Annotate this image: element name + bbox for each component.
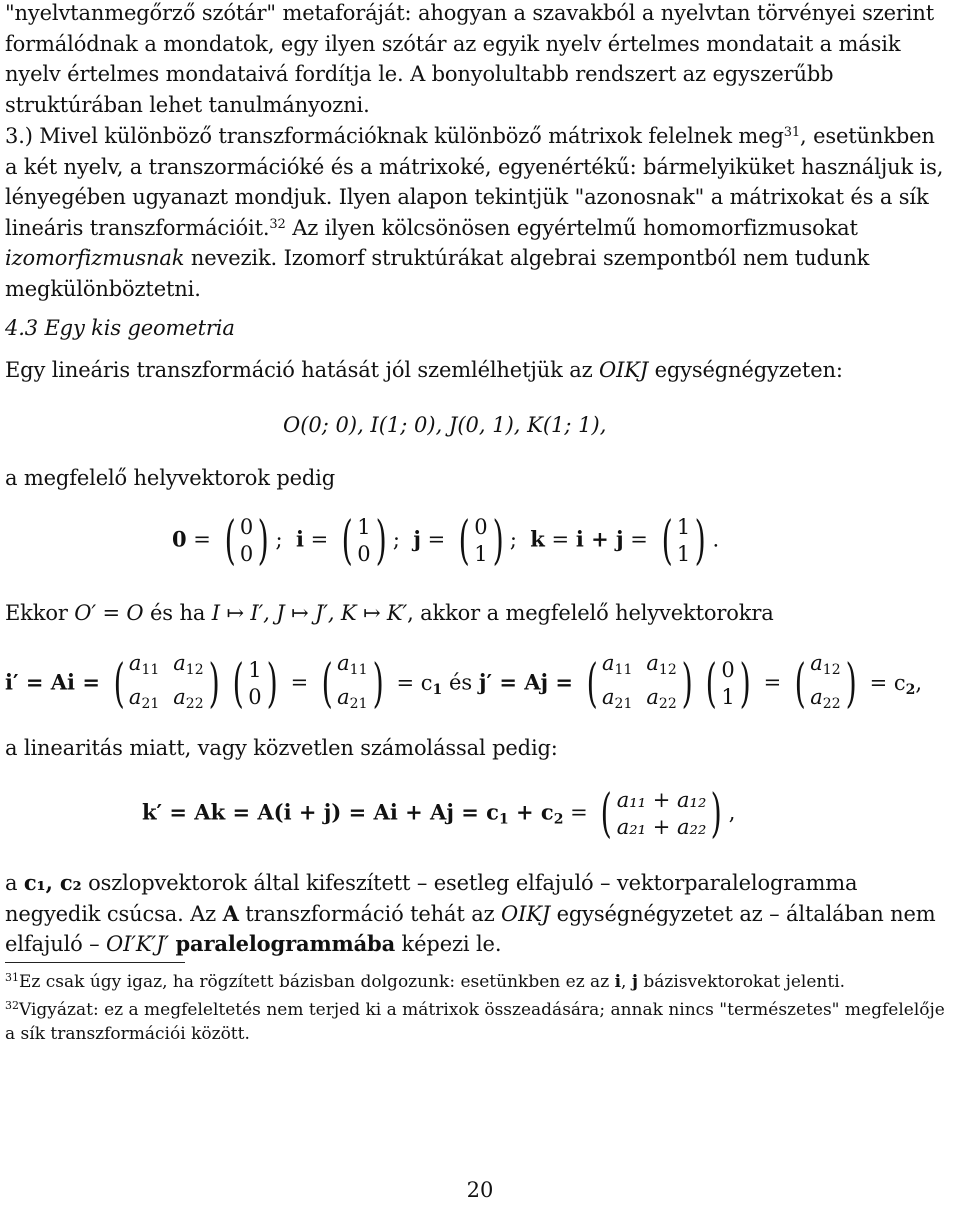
intro-part-b: egységnégyzeten: — [648, 358, 843, 382]
paragraph-top — [5, 0, 953, 120]
k-eq-equals: = — [563, 800, 588, 825]
intro-paragraph — [5, 355, 953, 386]
image-parallelogram: OI′K′J′ — [106, 932, 169, 956]
footnote-32-num: 32 — [5, 999, 19, 1012]
vector-i-bottom: 0 — [357, 542, 371, 566]
matrix-eq-lhs1: i′ = Ai = — [5, 669, 100, 695]
intro-part-a: Egy lineáris transzformáció hatását jól szemlélhetjük az — [5, 358, 600, 382]
column-a11-a21: ( $a_{11}$ $a_{21}$ ) — [321, 651, 384, 714]
footnote-ref-31: 31 — [783, 125, 801, 140]
points-line — [283, 410, 606, 440]
matrix-A-1: ( $a_{11}$ $a_{12}$ $a_{21}$ $a_{22}$ ) — [109, 650, 224, 718]
vector-i-name: i — [295, 526, 304, 552]
linearity-line — [5, 733, 953, 764]
linearity-text: a linearitás miatt, vagy közvetlen számolással pedig: — [5, 736, 558, 760]
ekkor-math-1: O′ = O — [74, 601, 144, 625]
c1-c2-vectors: c₁, c₂ — [23, 870, 82, 895]
k-result-top: a₁₁ + a₁₂ — [616, 788, 707, 812]
vector-zero-name: 0 — [172, 526, 187, 552]
a22: $a_{22}$ — [173, 685, 204, 712]
a21: $a_{21}$ — [128, 685, 160, 712]
a12: $a_{12}$ — [173, 651, 204, 678]
vector-j-bottom: 1 — [474, 542, 488, 566]
helyvektor-line — [5, 463, 953, 494]
footnote-rule — [5, 962, 185, 963]
matrix-eq-lhs2: j′ = Aj = — [478, 669, 574, 695]
closing-text: a c₁, c₂ oszlopvektorok által kifeszített – esetleg elfajuló – vektorparalelogramma negyedik csúcsa. Az A transzformáció tehát az OIKJ egységnégyzetet az – általában nem elfajuló – OI′K′J′ paralelogrammába képezi le. — [5, 870, 936, 956]
vector-zero-top: 0 — [239, 515, 254, 539]
p3-part-a: 3.) Mivel különböző transzformációknak különböző mátrixok felelnek meg — [5, 124, 784, 148]
section-heading — [5, 313, 953, 344]
vectors-row: 0 = ( 0 0 ) ; i = ( 1 0 ) ; j = ( 0 1 ) ; k = i + j = ( 1 1 ) . — [172, 511, 720, 571]
paragraph-3-text — [5, 121, 953, 304]
ekkor-part-b: és ha — [143, 601, 212, 625]
a11: $a_{11}$ — [128, 651, 160, 678]
vector-k-expr: i + j — [575, 526, 624, 552]
vector-k: ( 1 1 ) — [661, 511, 706, 571]
eq-c1: = $c_1$ — [396, 670, 443, 698]
page-number: 20 — [466, 1178, 494, 1202]
paragraph-top-text: "nyelvtanmegőrző szótár" metaforáját: ahogyan a szavakból a nyelvtan törvényei szerint formálódnak a mondatok, egy ilyen szótár az egyik nyelv értelmes mondatait a másik nyelv értelmes mondataivá fordítja le. A bonyolultabb rendszert az egyszerűbb struktúrában lehet tanulmányozni. — [5, 1, 935, 117]
k-equation: $k' = Ak = A(i + j) = Ai + Aj = c_1 + c_2$ = ( a₁₁ + a₁₂ a₂₁ + a₂₂ ) , — [142, 784, 736, 844]
vector-i-col: ( 1 0 ) — [232, 654, 278, 714]
matrix-A-symbol: A — [222, 900, 239, 926]
intro-oikj: OIKJ — [599, 358, 649, 382]
p3-part-b: , esetünkben a két nyelv, a transzormációké és a mátrixoké, egyenértékű: bármelyiküket használjuk is, lényegében ugyanazt mondjuk. Ilyen alapon tekintjük "azonosnak" a mátrixokat és a sík lineáris transzformációit. — [5, 124, 944, 240]
section-heading-text: 4.3 Egy kis geometria — [5, 316, 235, 340]
footnote-31: $^{31}$Ez csak úgy igaz, ha rögzített bázisban dolgozunk: esetünkben ez az i, j bázisvektorokat jelenti. — [5, 971, 846, 992]
footnote-32-text: Vigyázat: ez a megfeleltetés nem terjed ki a mátrixok összeadására; annak nincs "természetes" megfelelője a sík transzformációi között. — [5, 1000, 945, 1044]
vector-k-bottom: 1 — [676, 542, 691, 566]
matrix-A-2: ( $a_{11}$ $a_{12}$ $a_{21}$ $a_{22}$ ) — [586, 651, 693, 714]
vector-i: ( 1 0 ) — [341, 511, 387, 571]
vector-zero: ( 0 0 ) — [224, 511, 269, 571]
vector-k-name: k — [530, 526, 545, 552]
vector-j-col: ( 0 1 ) — [705, 654, 751, 714]
ekkor-part-a: Ekkor — [5, 601, 75, 625]
k-eq-lhs: k′ = Ak = A(i + j) = Ai + Aj = c — [142, 799, 499, 825]
vector-j-top: 0 — [474, 515, 488, 539]
vector-i-top: 1 — [357, 515, 371, 539]
k-result-bottom: a₂₁ + a₂₂ — [616, 815, 707, 839]
intro-text — [5, 355, 953, 386]
ekkor-line — [5, 598, 953, 629]
ekkor-part-c: , akkor a megfelelő helyvektorokra — [407, 601, 774, 625]
eq-c2: = $c_2$, — [869, 670, 923, 698]
closing-paragraph — [5, 868, 953, 960]
points-line-text: O(0; 0), I(1; 0), J(0, 1), K(1; 1), — [283, 413, 607, 437]
es-word: és — [448, 670, 473, 695]
column-a12-a22: ( $a_{12}$ $a_{22}$ ) — [794, 651, 857, 714]
vector-j: ( 0 1 ) — [458, 511, 504, 571]
footnote-31-num: 31 — [5, 971, 19, 984]
paragraph-3 — [5, 121, 953, 304]
p3-part-c: Az ilyen kölcsönösen egyértelmű homomorfizmusokat — [285, 215, 858, 240]
matrix-equation-row: i′ = Ai = ( $a_{11}$ $a_{12}$ $a_{21}$ $a_{22}$ ) ( 1 0 ) = ( $a_{11}$ $a_{21}$ ) = $c_1$ és j′ = Aj = ( $a_{11}$ $a_{12}$ $a_{21}$ $a_{22}$ ) ( 0 1 ) = ( $a_{12}$ $a_{22}$ ) = $c_2$, — [5, 650, 922, 718]
helyvektor-text: a megfelelő helyvektorok pedig — [5, 466, 336, 490]
ekkor-text — [5, 598, 953, 629]
vector-k-top: 1 — [676, 515, 691, 539]
p3-italic-term: izomorfizmusnak — [5, 246, 185, 270]
p3-part-d: nevezik. Izomorf struktúrákat algebrai szempontból nem tudunk megkülönböztetni. — [5, 246, 870, 301]
k-result-column: ( a₁₁ + a₁₂ a₂₁ + a₂₂ ) — [600, 784, 723, 844]
k-eq-plus: + c — [508, 799, 554, 825]
vector-j-name: j — [413, 526, 421, 552]
footnote-ref-32: 32 — [269, 216, 286, 232]
footnote-32 — [5, 998, 953, 1046]
ekkor-math-2: I ↦ I′, J ↦ J′, K ↦ K′ — [211, 601, 408, 625]
bold-term: paralelogrammába — [175, 931, 396, 956]
vector-zero-bottom: 0 — [239, 542, 254, 566]
